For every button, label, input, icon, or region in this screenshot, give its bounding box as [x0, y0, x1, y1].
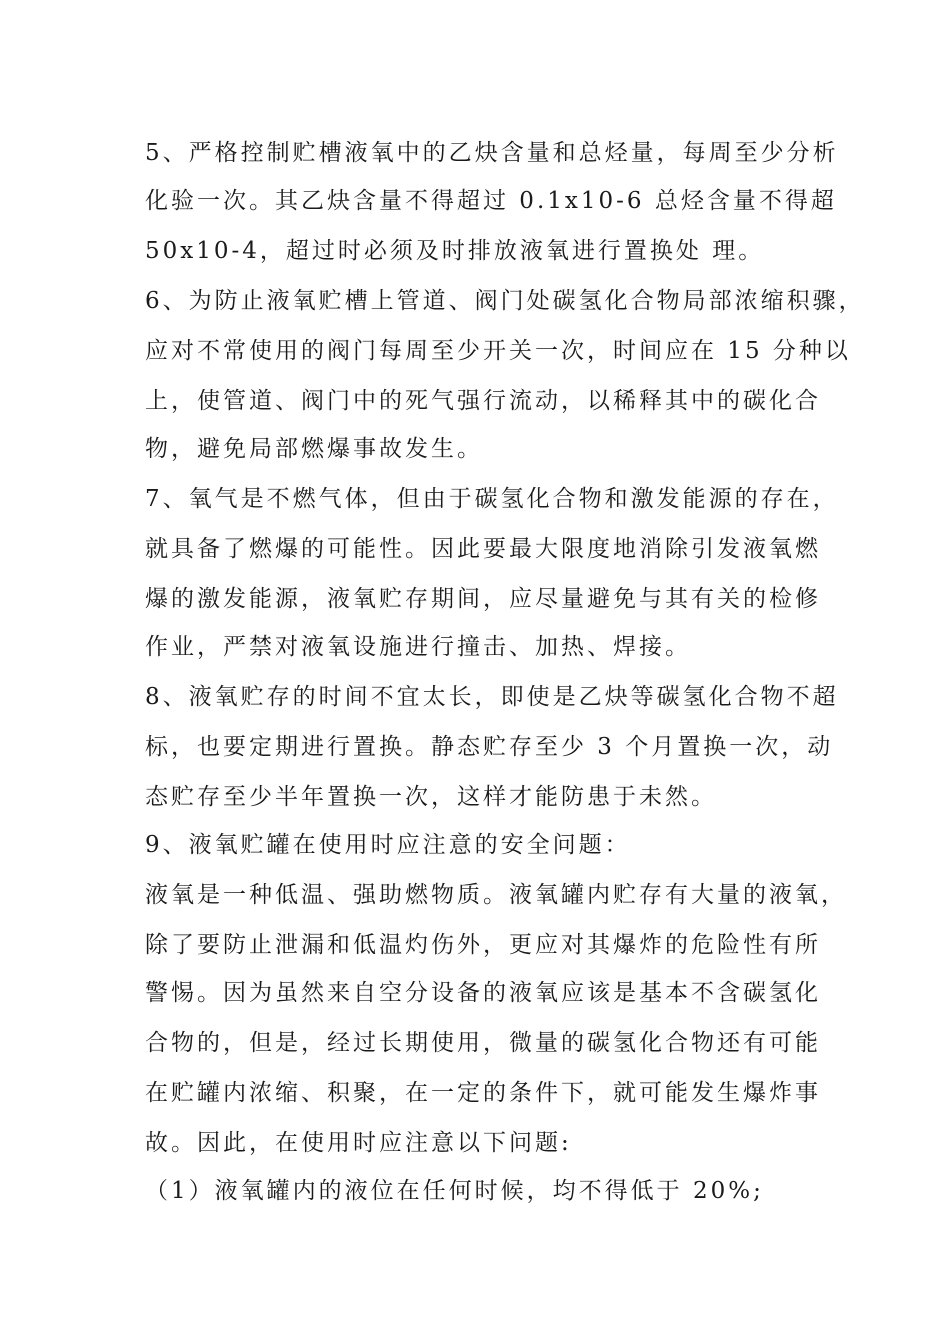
paragraph-5-line-1: 5、严格控制贮槽液氧中的乙炔含量和总烃量，每周至少分析 — [145, 140, 839, 166]
paragraph-9-line-7: 故。因此，在使用时应注意以下问题: — [145, 1130, 572, 1156]
paragraph-7-line-2: 就具备了燃爆的可能性。因此要最大限度地消除引发液氧燃 — [145, 536, 821, 562]
paragraph-8-line-2: 标，也要定期进行置换。静态贮存至少 3 个月置换一次，动 — [145, 734, 834, 760]
paragraph-9-1-line-1: （1）液氧罐内的液位在任何时候，均不得低于 20%; — [145, 1178, 764, 1204]
paragraph-9-line-6: 在贮罐内浓缩、积聚，在一定的条件下，就可能发生爆炸事 — [145, 1080, 821, 1106]
paragraph-6-line-1: 6、为防止液氧贮槽上管道、阀门处碳氢化合物局部浓缩积骤， — [145, 288, 865, 314]
paragraph-5-line-3: 50x10-4，超过时必须及时排放液氧进行置换处 理。 — [145, 238, 765, 264]
paragraph-6-line-2: 应对不常使用的阀门每周至少开关一次，时间应在 15 分种以 — [145, 338, 851, 364]
paragraph-5-line-2: 化验一次。其乙炔含量不得超过 0.1x10-6 总烃含量不得超 — [145, 188, 837, 214]
paragraph-9-line-5: 合物的，但是，经过长期使用，微量的碳氢化合物还有可能 — [145, 1030, 821, 1056]
paragraph-7-line-1: 7、氧气是不燃气体，但由于碳氢化合物和激发能源的存在， — [145, 486, 839, 512]
paragraph-8-line-3: 态贮存至少半年置换一次，这样才能防患于未然。 — [145, 784, 717, 810]
paragraph-9-line-3: 除了要防止泄漏和低温灼伤外，更应对其爆炸的危险性有所 — [145, 932, 821, 958]
paragraph-8-line-1: 8、液氧贮存的时间不宜太长，即使是乙炔等碳氢化合物不超 — [145, 684, 839, 710]
paragraph-9-line-2: 液氧是一种低温、强助燃物质。液氧罐内贮存有大量的液氧， — [145, 882, 847, 908]
paragraph-6-line-3: 上，使管道、阀门中的死气强行流动，以稀释其中的碳化合 — [145, 388, 821, 414]
paragraph-9-line-4: 警惕。因为虽然来自空分设备的液氧应该是基本不含碳氢化 — [145, 980, 821, 1006]
paragraph-9-line-1: 9、液氧贮罐在使用时应注意的安全问题： — [145, 832, 631, 858]
paragraph-7-line-3: 爆的激发能源，液氧贮存期间，应尽量避免与其有关的检修 — [145, 586, 821, 612]
paragraph-6-line-4: 物，避免局部燃爆事故发生。 — [145, 436, 483, 462]
paragraph-7-line-4: 作业，严禁对液氧设施进行撞击、加热、焊接。 — [145, 634, 691, 660]
